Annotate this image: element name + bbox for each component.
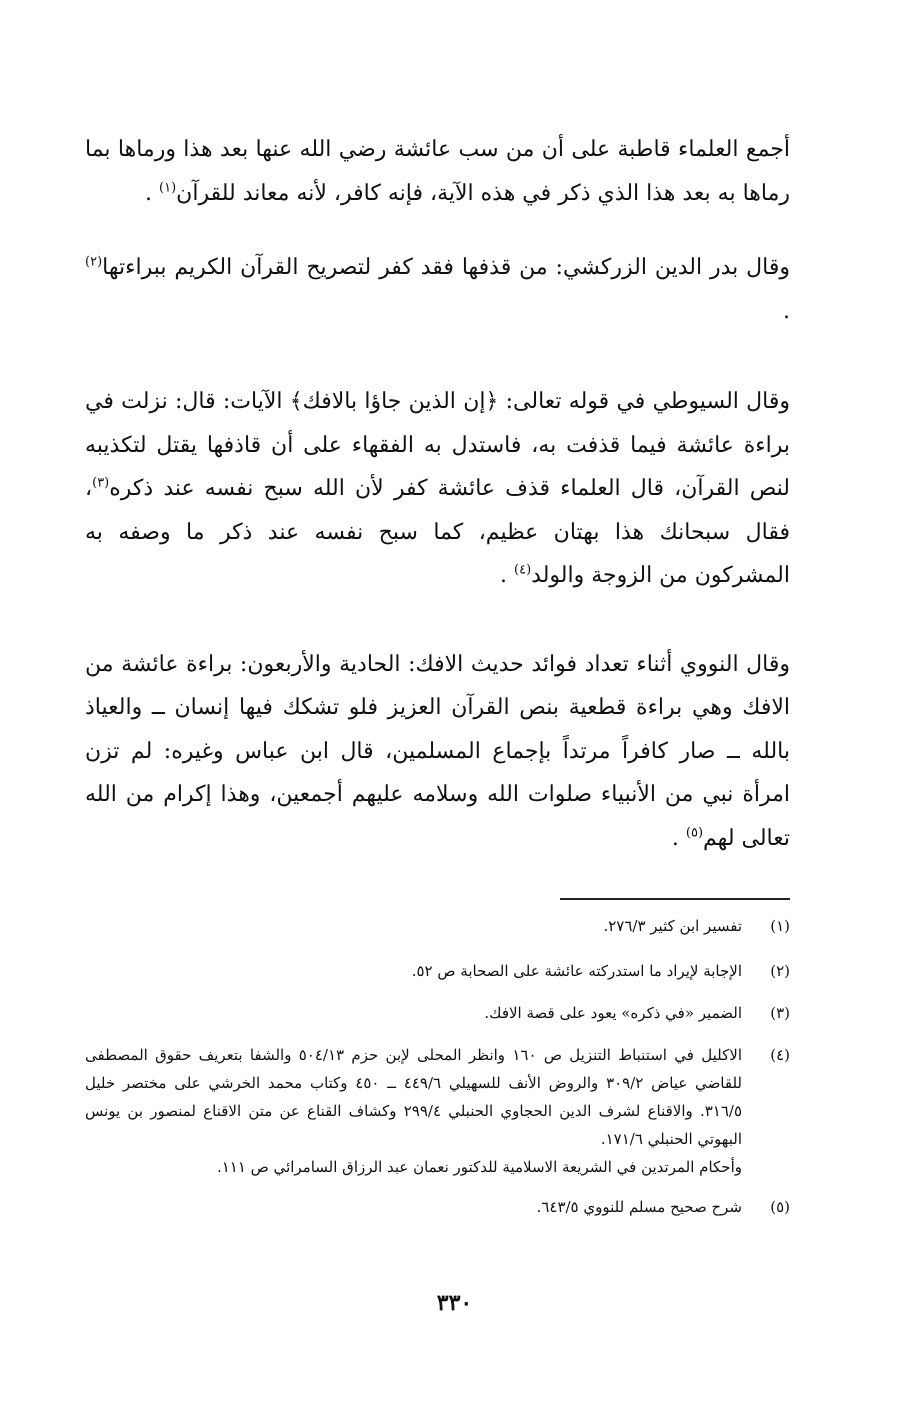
footnote-text-main: الاكليل في استنباط التنزيل ص ١٦٠ وانظر المحلى لإبن حزم ٥٠٤/١٣ والشفا بتعريف حقوق المصطفى للقاضي عياض ٣٠٩/٢ والروض الأنف للسهيلي ٤٤٩/٦ ــ ٤٥٠ وكتاب محمد الخرشي على مختصر خليل ٣١٦/٥. والاقناع لشرف الدين الحجاوي الحنبلي ٢٩٩/٤ وكشاف القناع عن متن الاقناع لمنصور بن يونس البهوتي الحنبلي ١٧١/٦. — [85, 1046, 742, 1148]
footnote-text: شرح صحيح مسلم للنووي ٦٤٣/٥. — [536, 1198, 742, 1216]
footnote-5 — [85, 1193, 790, 1221]
footnote-1 — [85, 912, 790, 940]
footnote-text: تفسير ابن كثير ٢٧٦/٣. — [603, 917, 742, 935]
footnote-number: (٢) — [770, 962, 790, 980]
footnote-separator — [560, 898, 790, 900]
footnote-ref-1: (١) — [159, 180, 177, 196]
footnote-number: (١) — [770, 917, 790, 935]
footnote-ref-5: (٥) — [685, 825, 704, 841]
footnote-2 — [85, 957, 790, 985]
footnote-ref-4: (٤) — [514, 562, 532, 578]
footnote-3 — [85, 999, 790, 1027]
paragraph-2 — [85, 246, 790, 333]
paragraph-3 — [85, 380, 790, 598]
footnote-ref-2: (٢) — [85, 254, 103, 270]
paragraph-1-end: . — [145, 180, 153, 206]
footnote-4 — [85, 1041, 790, 1181]
paragraph-4 — [85, 643, 790, 861]
footnote-text — [85, 1041, 742, 1181]
paragraph-4-text: وقال النووي أثناء تعداد فوائد حديث الافك: الحادية والأربعون: براءة عائشة من الافك وهي براءة قطعية بنص القرآن العزيز فلو تشكك فيها إنسان ــ والعياذ بالله ــ صار كافراً مرتداً بإجماع المسلمين، قال ابن عباس وغيره: لم تزن امرأة نبي من الأنبياء صلوات الله وسلامه عليهم أجمعين، وهذا إكرام من الله تعالى لهم — [85, 651, 790, 851]
page-number: ٣٣٠ — [436, 1290, 473, 1316]
footnote-ref-3: (٣) — [92, 475, 110, 491]
main-text — [85, 128, 790, 860]
paragraph-2-end: . — [783, 298, 790, 324]
footnote-number: (٥) — [770, 1198, 790, 1216]
paragraph-4-end: . — [671, 825, 679, 851]
paragraph-3-end: . — [500, 563, 508, 588]
footnote-number: (٣) — [770, 1004, 790, 1022]
paragraph-2-text: وقال بدر الدين الزركشي: من قذفها فقد كفر لتصريح القرآن الكريم ببراءتها — [102, 255, 790, 280]
footnote-text: الضمير «في ذكره» يعود على قصة الافك. — [484, 1004, 742, 1022]
paragraph-3-text-a: وقال السيوطي في قوله تعالى: ﴿إن الذين جاؤا بالافك﴾ الآيات: قال: نزلت في براءة عائشة فيما قذفت به، فاستدل به الفقهاء على أن قاذفها يقتل لتكذيبه لنص القرآن، قال العلماء قذف عائشة كفر لأن الله سبح نفسه عند ذكره — [85, 389, 790, 501]
paragraph-3-text-b: ، فقال سبحانك هذا بهتان عظيم، كما سبح نفسه عند ذكر ما وصفه به المشركون من الزوجة والولد — [85, 476, 790, 588]
footnote-number: (٤) — [770, 1046, 790, 1064]
footnote-text: الإجابة لإيراد ما استدركته عائشة على الصحابة ص ٥٢. — [411, 962, 742, 980]
paragraph-1-text: أجمع العلماء قاطبة على أن من سب عائشة رضي الله عنها بعد هذا ورماها بما رماها به بعد هذا الذي ذكر في هذه الآية، فإنه كافر، لأنه معاند للقرآن — [85, 137, 790, 206]
footnotes — [85, 912, 790, 1221]
footnote-text-extra: وأحكام المرتدين في الشريعة الاسلامية للدكتور نعمان عبد الرزاق السامرائي ص ١١١. — [216, 1158, 742, 1176]
paragraph-1 — [85, 128, 790, 215]
